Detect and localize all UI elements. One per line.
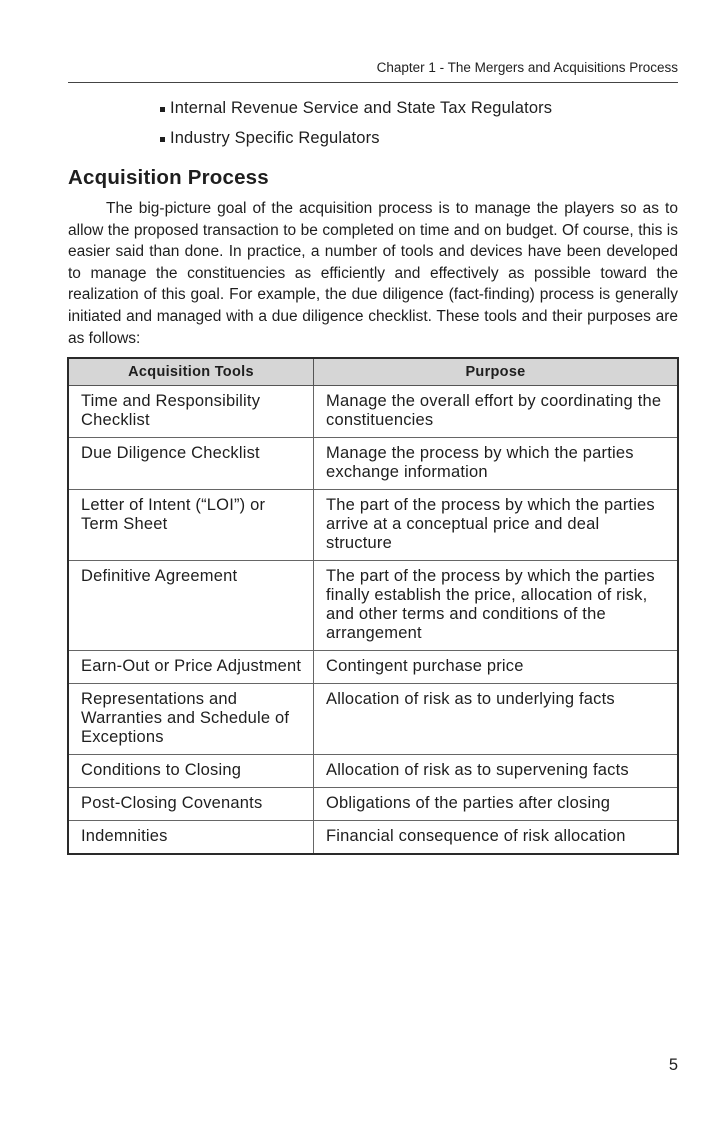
column-header-purpose: Purpose (314, 358, 679, 386)
purpose-cell: The part of the process by which the parties arrive at a conceptual price and deal structure (314, 490, 679, 561)
table-row (68, 561, 678, 651)
tool-cell: Due Diligence Checklist (68, 438, 314, 490)
bullet-item (160, 126, 552, 156)
running-header: Chapter 1 - The Mergers and Acquisitions Process (376, 60, 678, 75)
table-row (68, 821, 678, 855)
table-row (68, 788, 678, 821)
tool-cell: Representations and Warranties and Schedule of Exceptions (68, 684, 314, 755)
column-header-tools: Acquisition Tools (68, 358, 314, 386)
purpose-cell: Obligations of the parties after closing (314, 788, 679, 821)
tool-cell: Time and Responsibility Checklist (68, 386, 314, 438)
tool-cell: Post-Closing Covenants (68, 788, 314, 821)
table-row (68, 438, 678, 490)
purpose-cell: Allocation of risk as to underlying facts (314, 684, 679, 755)
table-row (68, 386, 678, 438)
bullet-square-icon (160, 107, 165, 112)
tool-cell: Conditions to Closing (68, 755, 314, 788)
table-header-row (68, 358, 678, 386)
bullet-item (160, 96, 552, 126)
tool-cell: Earn-Out or Price Adjustment (68, 651, 314, 684)
tool-cell: Definitive Agreement (68, 561, 314, 651)
body-paragraph: The big-picture goal of the acquisition process is to manage the players so as to allow the proposed transaction to be completed on time and on budget. Of course, this is easier said than done. In practice, a number of tools and devices have been developed to manage the constituencies as efficiently and effectively as possible toward the realization of this goal. For example, the due diligence (fact-finding) process is generally initiated and managed with a due diligence checklist. These tools and their purposes are as follows: (68, 200, 678, 347)
purpose-cell: Manage the overall effort by coordinating the constituencies (314, 386, 679, 438)
bullet-text: Internal Revenue Service and State Tax Regulators (170, 99, 553, 117)
header-rule (68, 82, 678, 83)
purpose-cell: Allocation of risk as to supervening facts (314, 755, 679, 788)
table-row (68, 651, 678, 684)
purpose-cell: The part of the process by which the parties finally establish the price, allocation of risk, and other terms and conditions of the arrangement (314, 561, 679, 651)
acquisition-tools-table (67, 357, 679, 855)
bullet-square-icon (160, 137, 165, 142)
purpose-cell: Financial consequence of risk allocation (326, 827, 626, 845)
bullet-list (160, 96, 552, 156)
section-heading: Acquisition Process (68, 166, 269, 189)
page-number: 5 (668, 1056, 678, 1074)
purpose-cell: Contingent purchase price (314, 651, 679, 684)
table-row (68, 755, 678, 788)
table-row (68, 684, 678, 755)
tool-cell: Letter of Intent (“LOI”) or Term Sheet (68, 490, 314, 561)
tool-cell: Indemnities (68, 821, 314, 855)
bullet-text: Industry Specific Regulators (170, 129, 380, 147)
purpose-cell: Manage the process by which the parties exchange information (314, 438, 679, 490)
table-row (68, 490, 678, 561)
